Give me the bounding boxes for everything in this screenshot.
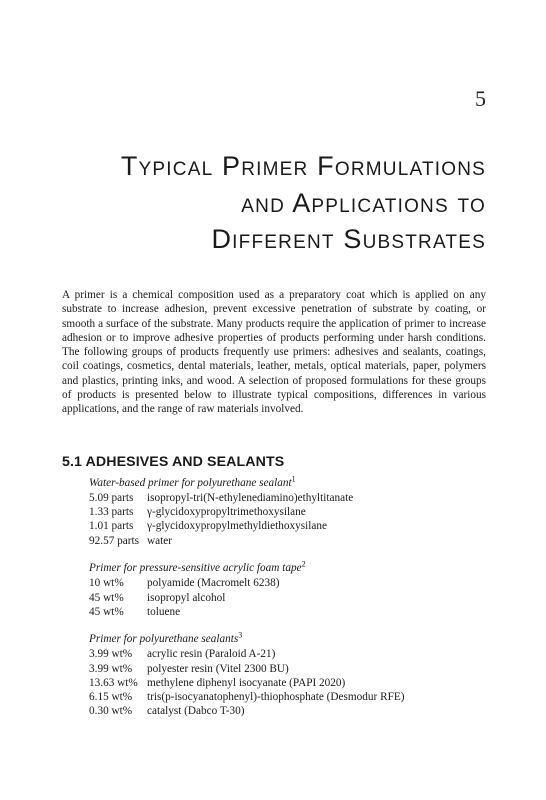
ingredient-quantity: 5.09 parts bbox=[89, 492, 134, 504]
ingredient-name: γ-glycidoxypropyltrimethoxysilane bbox=[147, 506, 306, 519]
ingredient-name: catalyst (Dabco T-30) bbox=[147, 705, 245, 718]
formulation-title: Primer for pressure-sensitive acrylic foam tape$^2$ bbox=[89, 559, 306, 575]
ingredient-quantity: 1.33 parts bbox=[89, 506, 134, 519]
ingredient-quantity: 3.99 wt% bbox=[89, 662, 133, 675]
ingredient-name: polyester resin (Vitel 2300 BU) bbox=[147, 662, 289, 675]
reference-marker: 1 bbox=[291, 474, 296, 484]
ingredient-row bbox=[89, 505, 509, 519]
section-heading: 5.1 ADHESIVES AND SEALANTS bbox=[62, 454, 285, 470]
ingredient-name: tris(p-isocyanatophenyl)-thiophosphate (Desmodur RFE) bbox=[147, 691, 405, 704]
ingredient-quantity: 10 wt% bbox=[89, 577, 124, 590]
reference-marker: 2 bbox=[301, 559, 306, 569]
reference-marker: 3 bbox=[238, 630, 243, 640]
ingredient-name: toluene bbox=[147, 605, 181, 618]
ingredient-row bbox=[89, 534, 509, 548]
ingredient-quantity: 92.57 parts bbox=[89, 534, 139, 547]
ingredient-quantity: 13.63 wt% bbox=[89, 676, 138, 689]
ingredient-row bbox=[89, 662, 509, 676]
ingredient-quantity: 45 wt% bbox=[89, 605, 124, 618]
formulation-list bbox=[89, 476, 509, 732]
ingredient-name: water bbox=[147, 534, 172, 547]
ingredient-row bbox=[89, 591, 509, 605]
ingredient-quantity: 0.30 wt% bbox=[89, 705, 133, 718]
ingredient-row bbox=[89, 519, 509, 533]
ingredient-name: methylene diphenyl isocyanate (PAPI 2020) bbox=[147, 676, 346, 689]
chapter-title-line: Different Substrates bbox=[211, 224, 486, 254]
intro-paragraph: A primer is a chemical composition used as a preparatory coat which is applied on any substrate to increase adhesion, prevent excessive penetration of substrate by coating, or smooth a surface of the substrate. Many products require the application of primer to increase adhesion or to improve adhesive properties of products performing under harsh conditions. The following groups of products frequently use primers: adhesives and sealants, coatings, coil coatings, cosmetics, dental materials, leather, metals, optical materials, paper, polymers and plastics, printing inks, and wood. A selection of proposed formulations for these groups of products is presented below to illustrate typical compositions, differences in various applications, and the range of raw materials involved. bbox=[62, 289, 486, 416]
formulation bbox=[89, 561, 509, 619]
ingredient-row bbox=[89, 704, 509, 718]
formulation bbox=[89, 476, 509, 548]
ingredient-name: isopropyl alcohol bbox=[147, 591, 226, 604]
ingredient-quantity: 45 wt% bbox=[89, 591, 124, 604]
chapter-title-line: Typical Primer Formulations bbox=[120, 151, 486, 181]
ingredient-quantity: 1.01 parts bbox=[89, 520, 134, 533]
ingredient-name: γ-glycidoxypropylmethyldiethoxysilane bbox=[147, 520, 327, 533]
formulation bbox=[89, 632, 509, 718]
ingredient-name: acrylic resin (Paraloid A-21) bbox=[147, 648, 276, 661]
ingredient-name: polyamide (Macromelt 6238) bbox=[147, 577, 280, 590]
chapter-title bbox=[46, 148, 486, 258]
ingredient-row bbox=[89, 576, 509, 590]
formulation-title: Water-based primer for polyurethane sealant$^1$ bbox=[89, 474, 296, 489]
ingredient-quantity: 6.15 wt% bbox=[89, 691, 133, 704]
ingredient-row bbox=[89, 605, 509, 619]
chapter-number: 5 bbox=[475, 86, 486, 111]
ingredient-row bbox=[89, 676, 509, 690]
ingredient-row bbox=[89, 690, 509, 704]
formulation-title: Primer for polyurethane sealants$^3$ bbox=[89, 630, 243, 646]
ingredient-row bbox=[89, 491, 509, 505]
chapter-title-line: and Applications to bbox=[241, 187, 486, 218]
ingredient-row bbox=[89, 647, 509, 661]
ingredient-quantity: 3.99 wt% bbox=[89, 648, 133, 661]
ingredient-name: isopropyl-tri(N-ethylenediamino)ethyltitanate bbox=[147, 492, 354, 504]
